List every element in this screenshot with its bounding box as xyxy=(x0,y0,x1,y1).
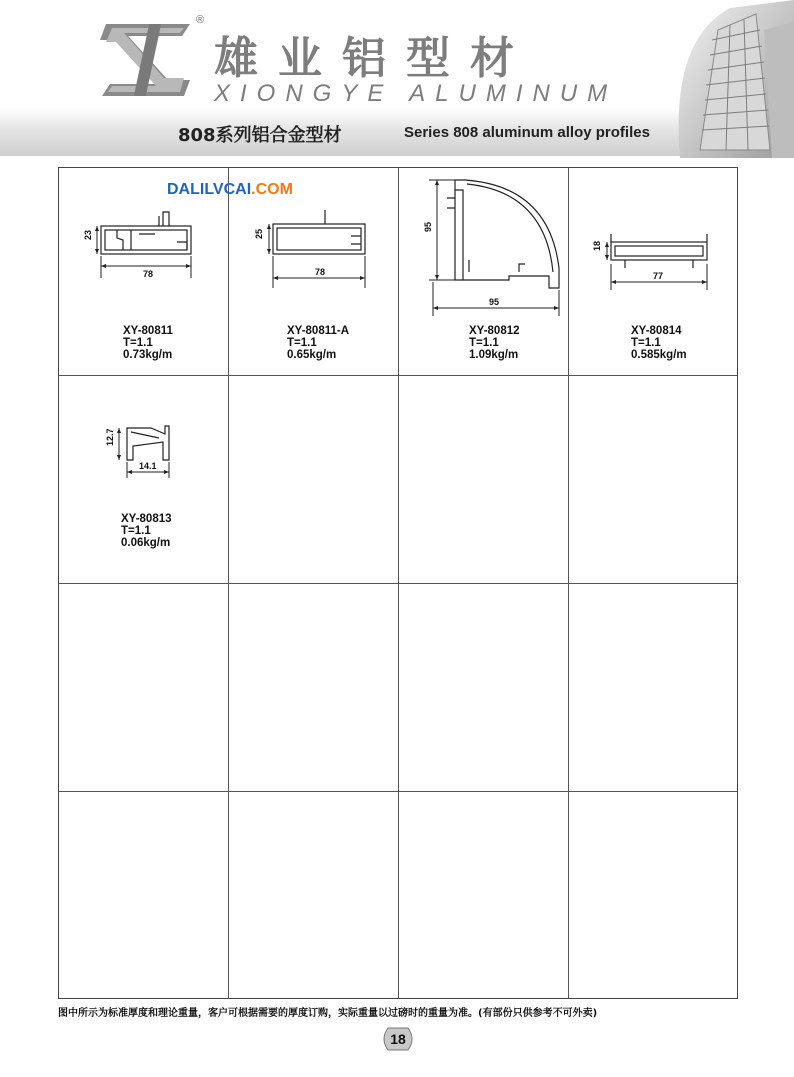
profile-code: XY-80812 xyxy=(469,325,520,337)
profile-weight: 1.09kg/m xyxy=(469,349,519,361)
profile-code: XY-80811 xyxy=(123,325,173,337)
brand-name-en: XIONGYE ALUMINUM xyxy=(214,80,618,107)
watermark-part1: DALILVCAI xyxy=(167,181,252,198)
profile-thickness: T=1.1 xyxy=(287,337,317,349)
building-photo-icon xyxy=(660,0,794,158)
dim-width: 95 xyxy=(489,297,500,307)
grid-divider xyxy=(59,791,737,792)
profile-weight: 0.585kg/m xyxy=(631,349,687,361)
profile-cell xyxy=(229,168,399,376)
dim-height: 95 xyxy=(423,221,433,232)
profile-cell xyxy=(569,168,739,376)
profile-caption xyxy=(123,325,173,361)
dim-height: 18 xyxy=(592,240,602,251)
dim-height: 23 xyxy=(83,229,93,240)
profile-drawing-80813 xyxy=(59,376,229,584)
dim-width: 78 xyxy=(143,269,154,279)
dim-height: 12.7 xyxy=(105,428,115,446)
profile-thickness: T=1.1 xyxy=(631,337,661,349)
profile-cell xyxy=(59,376,229,584)
series-title-en: Series 808 aluminum alloy profiles xyxy=(404,124,650,141)
profile-caption xyxy=(469,325,520,361)
profile-cell xyxy=(399,168,569,376)
profile-table xyxy=(58,167,738,999)
profile-thickness: T=1.1 xyxy=(469,337,499,349)
footnote: 图中所示为标准厚度和理论重量，客户可根据需要的厚度订购，实际重量以过磅时的重量为准。(有部份只供参考不可外卖) xyxy=(58,1008,598,1019)
profile-cell xyxy=(59,168,229,376)
profile-thickness: T=1.1 xyxy=(123,337,153,349)
logo-icon xyxy=(98,20,194,100)
profile-weight: 0.73kg/m xyxy=(123,349,173,361)
profile-caption xyxy=(121,513,172,549)
series-title-cn: 808系列铝合金型材 xyxy=(178,125,342,146)
profile-code: XY-80814 xyxy=(631,325,682,337)
page-header xyxy=(0,0,794,160)
dim-width: 14.1 xyxy=(139,461,157,471)
page-number: 18 xyxy=(390,1031,406,1047)
profile-caption xyxy=(287,325,349,361)
profile-weight: 0.65kg/m xyxy=(287,349,337,361)
profile-thickness: T=1.1 xyxy=(121,525,151,537)
registered-mark: ® xyxy=(196,14,205,26)
profile-weight: 0.06kg/m xyxy=(121,537,171,549)
dim-width: 77 xyxy=(653,271,664,281)
dim-width: 78 xyxy=(315,267,326,277)
watermark-part2: .COM xyxy=(251,181,293,198)
brand-name-cn: 雄业铝型材 xyxy=(214,33,534,84)
dim-height: 25 xyxy=(254,228,264,239)
profile-caption xyxy=(631,325,687,361)
profile-code: XY-80811-A xyxy=(287,325,350,337)
profile-code: XY-80813 xyxy=(121,513,172,525)
